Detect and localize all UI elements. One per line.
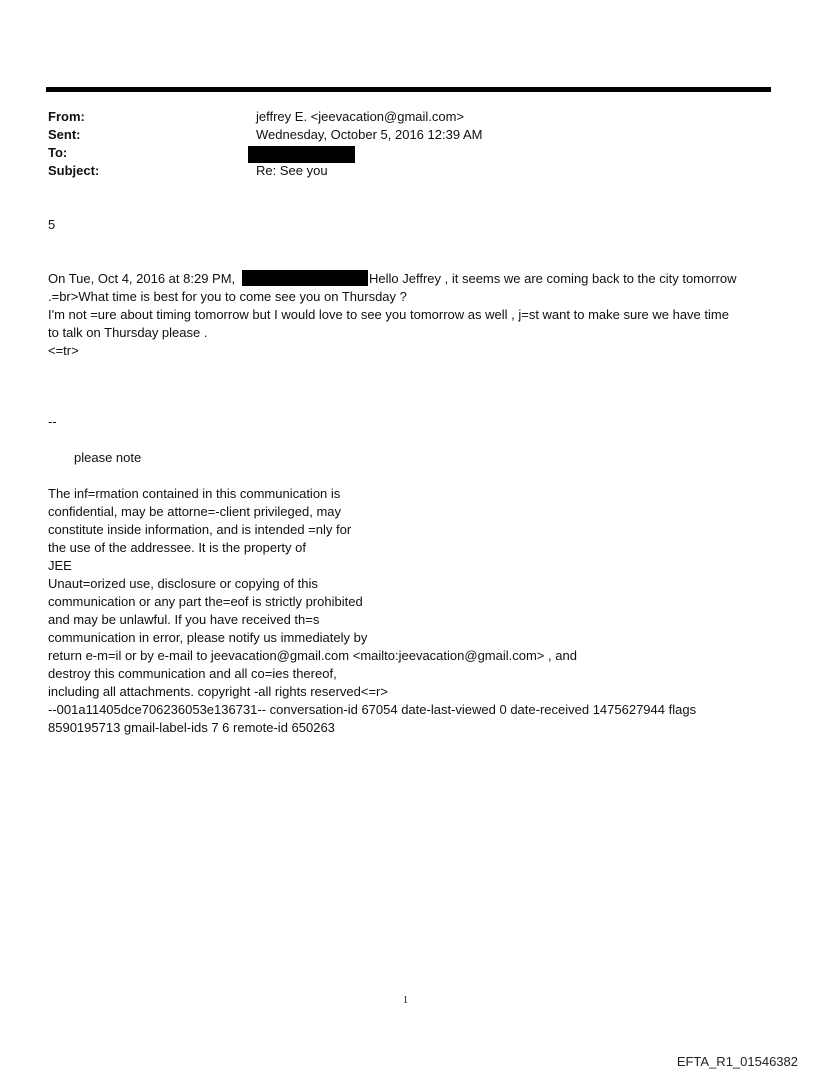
subject-label: Subject: [48,163,100,178]
subject-value: Re: See you [256,163,328,178]
disclaimer-line: 8590195713 gmail-label-ids 7 6 remote-id 650263 [48,720,335,735]
disclaimer-line: constitute inside information, and is intended =nly for [48,522,352,537]
page-number: 1 [403,995,408,1006]
disclaimer-line: destroy this communication and all co=ies thereof, [48,666,337,681]
signature-dashes: -- [48,414,57,429]
disclaimer-line: communication or any part the=eof is strictly prohibited [48,594,363,609]
from-label: From: [48,109,85,124]
disclaimer-line: Unaut=orized use, disclosure or copying of this [48,576,318,591]
disclaimer-line: JEE [48,558,72,573]
sender-redaction [242,270,368,286]
quote-line-5: <=tr> [48,343,79,358]
disclaimer-line: --001a11405dce706236053e136731-- conversation-id 67054 date-last-viewed 0 date-received 1475627944 flags [48,702,697,717]
reply-text: 5 [48,217,56,232]
quote-intro: On Tue, Oct 4, 2016 at 8:29 PM, [48,271,236,286]
sent-value: Wednesday, October 5, 2016 12:39 AM [256,127,483,142]
quote-line-2: .=br>What time is best for you to come see you on Thursday ? [48,289,407,304]
disclaimer-line: The inf=rmation contained in this communication is [48,486,341,501]
quote-line-1: Hello Jeffrey , it seems we are coming back to the city tomorrow [369,271,737,286]
document-id: EFTA_R1_01546382 [676,1054,798,1069]
to-redaction [248,146,355,163]
disclaimer-line: confidential, may be attorne=-client privileged, may [48,504,342,519]
quote-line-4: to talk on Thursday please . [48,325,208,340]
disclaimer-line: including all attachments. copyright -all rights reserved<=r> [48,684,388,699]
header-rule [46,87,771,92]
disclaimer-line: the use of the addressee. It is the property of [48,540,306,555]
disclaimer-line: communication in error, please notify us immediately by [48,630,368,645]
please-note: please note [74,450,142,465]
sent-label: Sent: [48,127,81,142]
to-label: To: [48,145,68,160]
quote-line-3: I'm not =ure about timing tomorrow but I would love to see you tomorrow as well , j=st want to make sure we have time [48,307,729,322]
from-value: jeffrey E. <jeevacation@gmail.com> [256,109,465,124]
disclaimer-line: return e-m=il or by e-mail to jeevacation@gmail.com <mailto:jeevacation@gmail.com> , and [48,648,577,663]
disclaimer-line: and may be unlawful. If you have received th=s [48,612,320,627]
